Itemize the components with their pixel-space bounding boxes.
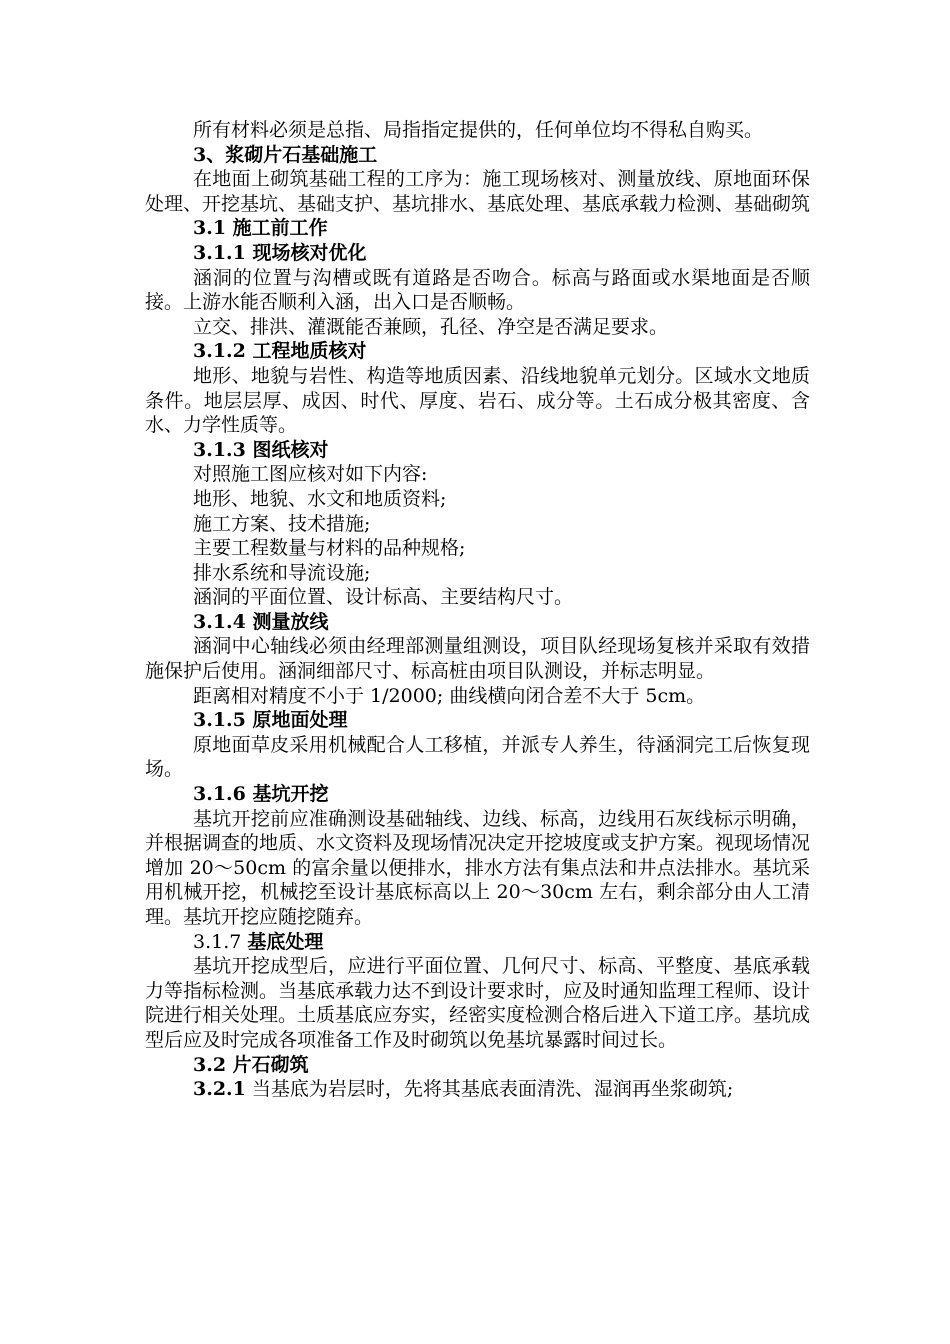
paragraph-process: 在地面上砌筑基础工程的工序为：施工现场核对、测量放线、原地面环保处理、开挖基坑、基础支护、基坑排水、基底处理、基底承载力检测、基础砌筑: [145, 168, 811, 215]
paragraph-crossing: 立交、排洪、灌溉能否兼顾，孔径、净空是否满足要求。: [193, 315, 669, 338]
paragraph-excavation: 基坑开挖前应准确测设基础轴线、边线、标高，边线用石灰线标示明确，并根据调查的地质、水文资料及现场情况决定开挖坡度或支护方案。视现场情况增加 20～50cm 的富余量以便排水，排水方法有集点法和井点法排水。基坑采用机械开挖，机械挖至设计基底标高以上 20～30cm 左右，剩余部分由人工清理。基坑开挖应随挖随弃。: [145, 807, 811, 928]
list-item: 地形、地貌、水文和地质资料;: [193, 487, 447, 510]
paragraph-precision: 距离相对精度不小于 1/2000; 曲线横向闭合差不大于 5cm。: [193, 684, 706, 707]
list-item: 施工方案、技术措施;: [193, 512, 371, 535]
document-page: [145, 118, 810, 1102]
heading-3-1-4: 3.1.4 测量放线: [193, 610, 329, 633]
heading-number: 3.1.7: [193, 930, 248, 953]
list-item: 主要工程数量与材料的品种规格;: [193, 537, 466, 560]
heading-3-1-7: [145, 930, 810, 955]
heading-3-1-1: 3.1.1 现场核对优化: [193, 241, 367, 264]
heading-3-1-2: 3.1.2 工程地质核对: [193, 340, 367, 363]
paragraph-masonry: [145, 1077, 810, 1102]
paragraph-materials: 所有材料必须是总指、局指指定提供的，任何单位均不得私自购买。: [193, 119, 764, 141]
list-item: 排水系统和导流设施;: [193, 561, 371, 584]
heading-3-1: 3.1 施工前工作: [193, 217, 328, 240]
paragraph-culvert-location: 涵洞的位置与沟槽或既有道路是否吻合。标高与路面或水渠地面是否顺接。上游水能否顺利入涵，出入口是否顺畅。: [145, 266, 810, 314]
heading-3-2: 3.2 片石砌筑: [193, 1053, 309, 1076]
paragraph-survey: 涵洞中心轴线必须由经理部测量组测设，项目队经现场复核并采取有效措施保护后使用。涵洞细部尺寸、标高桩由项目队测设，并标志明显。: [145, 635, 810, 683]
heading-title: 基底处理: [247, 930, 324, 953]
paragraph-ground: 原地面草皮采用机械配合人工移植，并派专人养生，待涵洞完工后恢复现场。: [145, 733, 810, 781]
paragraph-geology: 地形、地貌与岩性、构造等地质因素、沿线地貌单元划分。区域水文地质条件。地层层厚、成因、时代、厚度、岩石、成分等。土石成分极其密度、含水、力学性质等。: [145, 364, 810, 437]
heading-3: 3、浆砌片石基础施工: [193, 143, 378, 166]
paragraph-base-treatment: 基坑开挖成型后，应进行平面位置、几何尺寸、标高、平整度、基底承载力等指标检测。当基底承载力达不到设计要求时，应及时通知监理工程师、设计院进行相关处理。土质基底应夯实，经密实度检测合格后进入下道工序。基坑成型后应及时完成各项准备工作及时砌筑以免基坑暴露时间过长。: [145, 955, 811, 1051]
heading-3-1-5: 3.1.5 原地面处理: [193, 709, 348, 732]
clause-text: 当基底为岩层时，先将其基底表面清洗、湿润再坐浆砌筑;: [245, 1078, 734, 1101]
list-item: 涵洞的平面位置、设计标高、主要结构尺寸。: [193, 586, 574, 609]
heading-3-1-6: 3.1.6 基坑开挖: [193, 783, 329, 806]
heading-3-1-3: 3.1.3 图纸核对: [193, 438, 329, 461]
clause-number: 3.2.1: [193, 1078, 246, 1101]
list-item: 对照施工图应核对如下内容:: [193, 463, 428, 486]
